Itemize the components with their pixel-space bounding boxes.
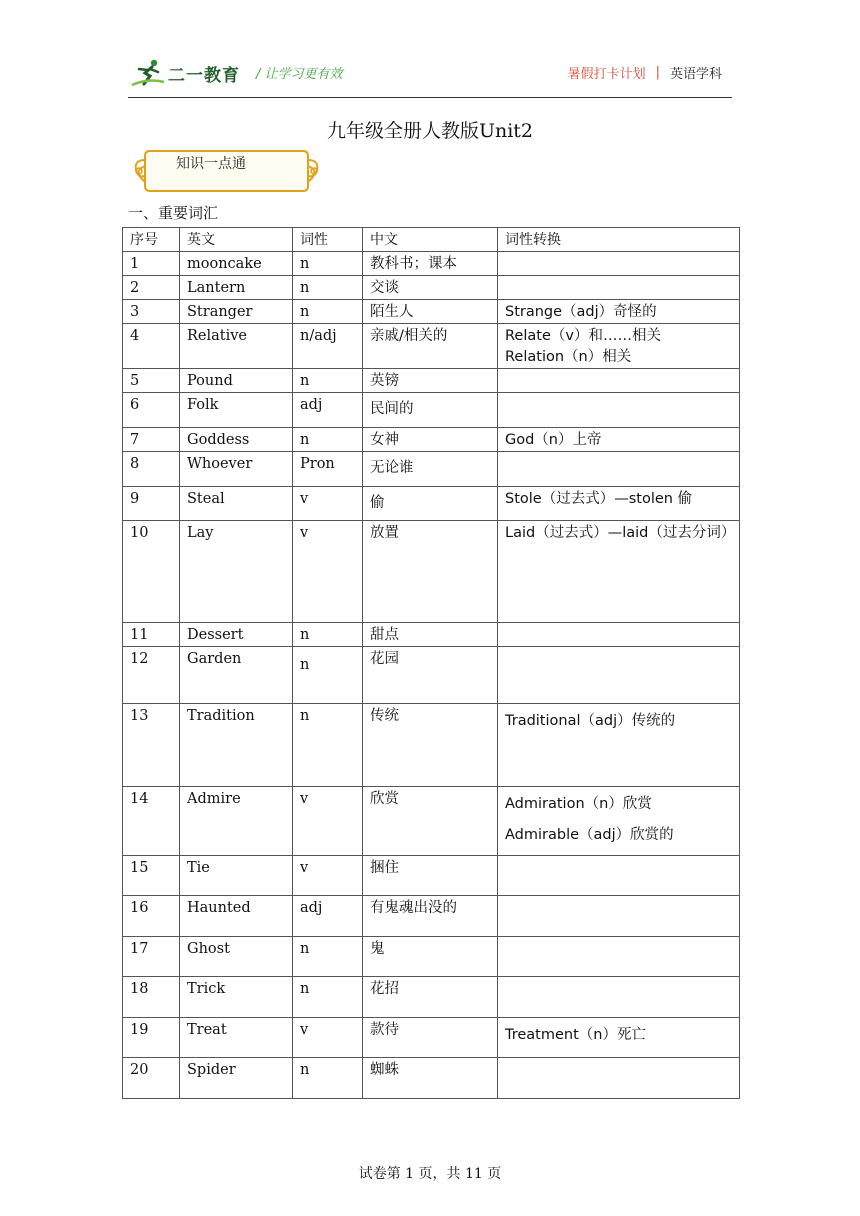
- conversion-line: Relate（v）和……相关: [505, 328, 661, 344]
- cell-english: Pound: [180, 369, 293, 393]
- cell-conversion: [498, 521, 740, 623]
- cell-conversion: [498, 487, 740, 521]
- cell-number: 2: [123, 276, 180, 300]
- cell-chinese: 传统: [363, 704, 498, 787]
- cell-pos: n: [293, 276, 363, 300]
- cell-number: 7: [123, 428, 180, 452]
- cell-pos: n: [293, 300, 363, 324]
- cell-number: 5: [123, 369, 180, 393]
- table-row: [123, 324, 740, 369]
- cell-number: 16: [123, 896, 180, 937]
- section-heading: 一、重要词汇: [128, 204, 219, 222]
- table-row: [123, 647, 740, 704]
- cell-conversion: [498, 856, 740, 896]
- cell-english: Garden: [180, 647, 293, 704]
- cell-number: 10: [123, 521, 180, 623]
- logo-text: 二一教育: [168, 65, 240, 86]
- cell-conversion: [498, 896, 740, 937]
- cell-number: 6: [123, 393, 180, 428]
- cell-number: 17: [123, 937, 180, 977]
- conversion-line: Stole（过去式）—stolen 偷: [505, 491, 693, 507]
- conversion-line: Admirable（adj）欣赏的: [505, 827, 674, 843]
- cell-english: Goddess: [180, 428, 293, 452]
- header-tags: [568, 63, 722, 82]
- section-badge: [130, 148, 323, 194]
- cell-pos: n: [293, 623, 363, 647]
- table-row: [123, 252, 740, 276]
- table-row: [123, 977, 740, 1018]
- conversion-line: Strange（adj）奇怪的: [505, 304, 657, 320]
- cell-english: Folk: [180, 393, 293, 428]
- cell-number: 14: [123, 787, 180, 856]
- cell-english: mooncake: [180, 252, 293, 276]
- cell-pos: v: [293, 787, 363, 856]
- cell-conversion: [498, 787, 740, 856]
- cell-number: 4: [123, 324, 180, 369]
- cell-number: 12: [123, 647, 180, 704]
- header-divider: [128, 97, 732, 98]
- cell-conversion: [498, 369, 740, 393]
- cell-pos: n: [293, 937, 363, 977]
- cell-pos: n: [293, 428, 363, 452]
- runner-logo-icon: [130, 58, 166, 88]
- cell-pos: n: [293, 704, 363, 787]
- cell-conversion: [498, 252, 740, 276]
- plan-label: 暑假打卡计划: [567, 67, 646, 82]
- column-header: 词性: [293, 228, 363, 252]
- badge-label: 知识一点通: [176, 156, 246, 172]
- cell-english: Relative: [180, 324, 293, 369]
- cell-chinese: 欣赏: [363, 787, 498, 856]
- table-row: [123, 1058, 740, 1099]
- cell-number: 9: [123, 487, 180, 521]
- cell-conversion: [498, 647, 740, 704]
- cell-english: Lantern: [180, 276, 293, 300]
- cell-english: Stranger: [180, 300, 293, 324]
- cell-pos: n/adj: [293, 324, 363, 369]
- cell-number: 13: [123, 704, 180, 787]
- page-header: [130, 56, 732, 90]
- column-header: 中文: [363, 228, 498, 252]
- cell-pos: adj: [293, 896, 363, 937]
- cell-conversion: [498, 623, 740, 647]
- conversion-line: Treatment（n）死亡: [505, 1027, 646, 1043]
- cell-chinese: 花园: [363, 647, 498, 704]
- table-header-row: [123, 228, 740, 252]
- cell-english: Ghost: [180, 937, 293, 977]
- table-row: [123, 896, 740, 937]
- cell-chinese: 放置: [363, 521, 498, 623]
- page-title: 九年级全册人教版Unit2: [326, 120, 534, 142]
- table-row: [123, 937, 740, 977]
- cell-number: 1: [123, 252, 180, 276]
- table-row: [123, 276, 740, 300]
- cell-conversion: [498, 704, 740, 787]
- cell-conversion: [498, 324, 740, 369]
- table-row: [123, 1018, 740, 1058]
- cell-pos: n: [293, 1058, 363, 1099]
- column-header: 英文: [180, 228, 293, 252]
- cell-conversion: [498, 300, 740, 324]
- cell-english: Lay: [180, 521, 293, 623]
- cell-conversion: [498, 428, 740, 452]
- slogan: / 让学习更有效: [256, 67, 343, 82]
- cell-chinese: 甜点: [363, 623, 498, 647]
- cell-english: Whoever: [180, 452, 293, 487]
- cell-number: 20: [123, 1058, 180, 1099]
- subject-label: 英语学科: [669, 67, 722, 82]
- cell-pos: n: [293, 977, 363, 1018]
- table-row: [123, 393, 740, 428]
- table-row: [123, 487, 740, 521]
- cell-chinese: 陌生人: [363, 300, 498, 324]
- cell-number: 15: [123, 856, 180, 896]
- cell-chinese: 花招: [363, 977, 498, 1018]
- table-row: [123, 428, 740, 452]
- cell-number: 8: [123, 452, 180, 487]
- cell-chinese: 无论谁: [363, 452, 498, 487]
- cell-number: 3: [123, 300, 180, 324]
- table-row: [123, 521, 740, 623]
- cell-chinese: 民间的: [363, 393, 498, 428]
- column-header: 词性转换: [498, 228, 740, 252]
- table-row: [123, 623, 740, 647]
- cell-chinese: 英镑: [363, 369, 498, 393]
- header-separator: |: [655, 65, 660, 80]
- cell-chinese: 鬼: [363, 937, 498, 977]
- conversion-line: Admiration（n）欣赏: [505, 796, 652, 812]
- conversion-line: God（n）上帝: [505, 432, 602, 448]
- cell-chinese: 亲戚/相关的: [363, 324, 498, 369]
- cell-pos: v: [293, 856, 363, 896]
- cell-conversion: [498, 393, 740, 428]
- logo: [130, 56, 240, 90]
- table-row: [123, 369, 740, 393]
- cell-conversion: [498, 937, 740, 977]
- conversion-line: Relation（n）相关: [505, 349, 632, 365]
- cell-chinese: 交谈: [363, 276, 498, 300]
- cell-english: Admire: [180, 787, 293, 856]
- cell-number: 19: [123, 1018, 180, 1058]
- cell-english: Steal: [180, 487, 293, 521]
- cell-pos: n: [293, 369, 363, 393]
- cell-pos: adj: [293, 393, 363, 428]
- conversion-line: Laid（过去式）—laid（过去分词）: [505, 525, 736, 541]
- table-row: [123, 856, 740, 896]
- cell-english: Haunted: [180, 896, 293, 937]
- cell-pos: v: [293, 487, 363, 521]
- cell-chinese: 捆住: [363, 856, 498, 896]
- cell-pos: n: [293, 647, 363, 704]
- page-footer: 试卷第 1 页，共 11 页: [358, 1166, 502, 1182]
- cell-chinese: 款待: [363, 1018, 498, 1058]
- cell-english: Tie: [180, 856, 293, 896]
- table-row: [123, 452, 740, 487]
- cell-chinese: 蜘蛛: [363, 1058, 498, 1099]
- cell-pos: Pron: [293, 452, 363, 487]
- cell-english: Dessert: [180, 623, 293, 647]
- cell-english: Tradition: [180, 704, 293, 787]
- cell-number: 11: [123, 623, 180, 647]
- cell-conversion: [498, 452, 740, 487]
- column-header: 序号: [123, 228, 180, 252]
- cell-conversion: [498, 276, 740, 300]
- cell-english: Trick: [180, 977, 293, 1018]
- cell-conversion: [498, 1018, 740, 1058]
- cell-chinese: 有鬼魂出没的: [363, 896, 498, 937]
- cell-chinese: 教科书；课本: [363, 252, 498, 276]
- vocabulary-table: [122, 227, 740, 1099]
- cell-chinese: 偷: [363, 487, 498, 521]
- conversion-line: Traditional（adj）传统的: [505, 713, 676, 729]
- cell-english: Spider: [180, 1058, 293, 1099]
- cell-english: Treat: [180, 1018, 293, 1058]
- table-row: [123, 704, 740, 787]
- cell-chinese: 女神: [363, 428, 498, 452]
- table-row: [123, 787, 740, 856]
- table-row: [123, 300, 740, 324]
- cell-pos: v: [293, 521, 363, 623]
- cell-pos: v: [293, 1018, 363, 1058]
- cell-pos: n: [293, 252, 363, 276]
- cell-conversion: [498, 977, 740, 1018]
- cell-conversion: [498, 1058, 740, 1099]
- cell-number: 18: [123, 977, 180, 1018]
